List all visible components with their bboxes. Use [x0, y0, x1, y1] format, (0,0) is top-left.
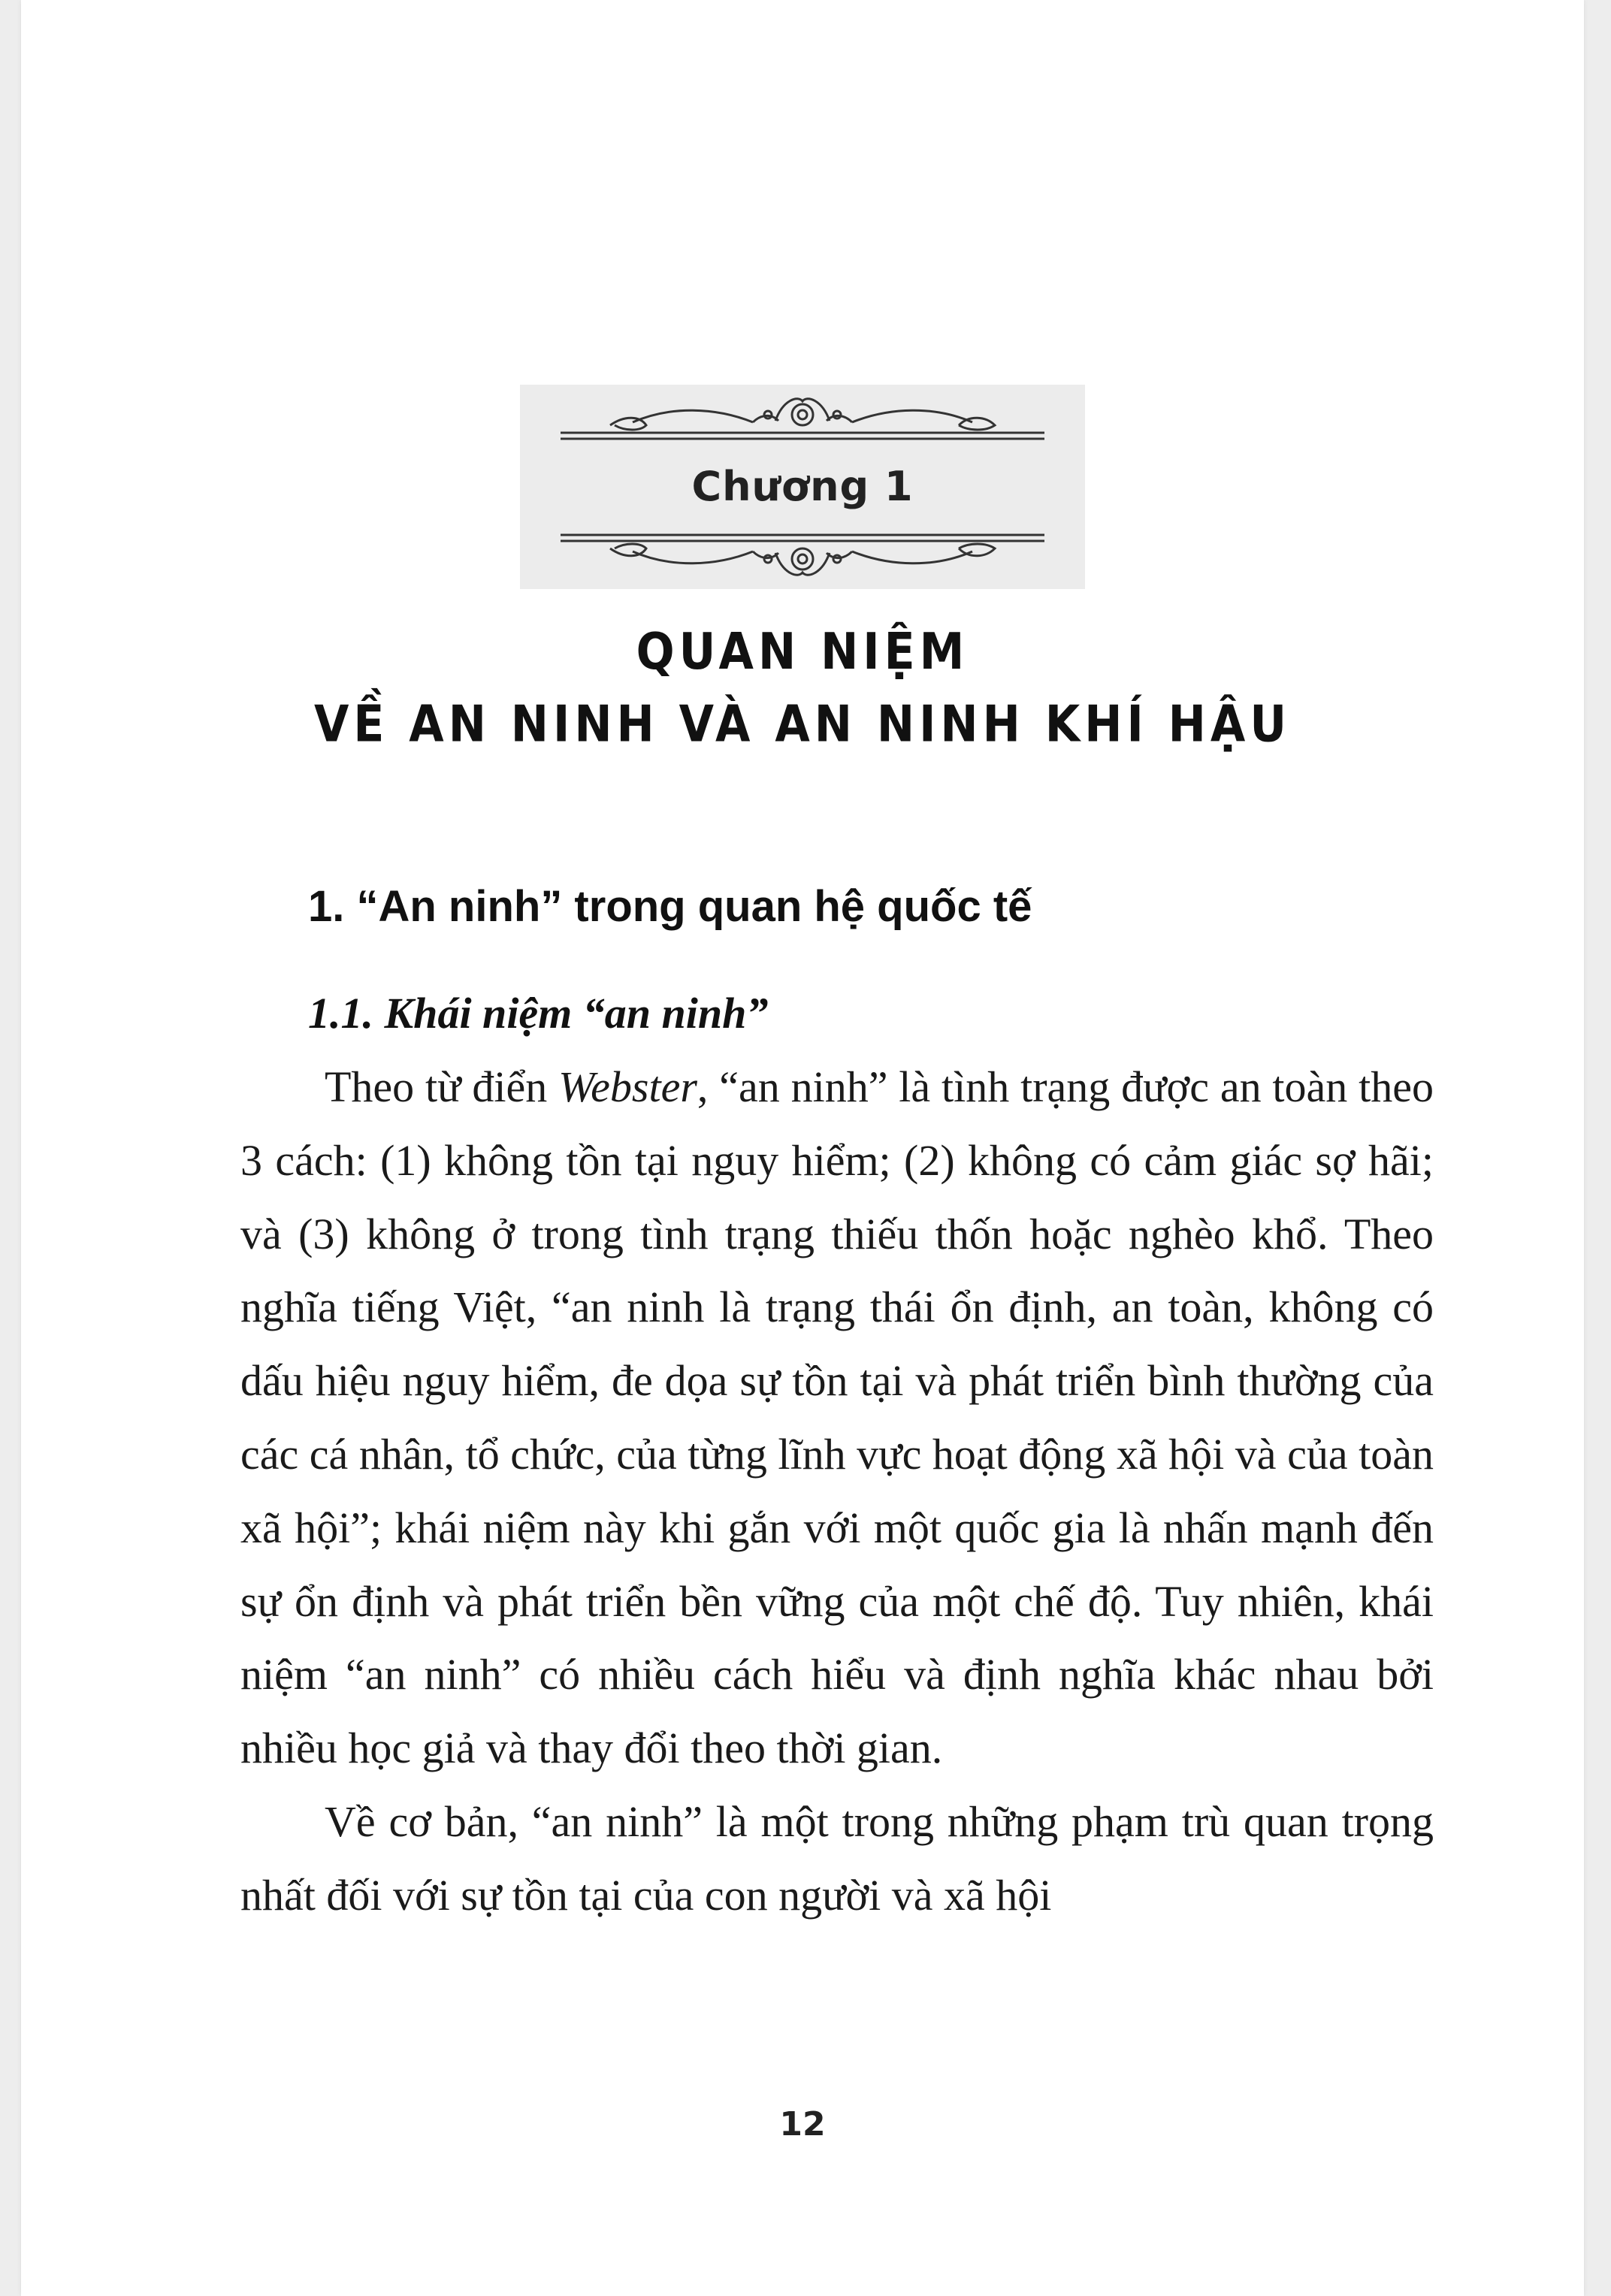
chapter-title-line-2: VỀ AN NINH VÀ AN NINH KHÍ HẬU	[313, 694, 1292, 754]
paragraph-1-start: Theo từ điển	[325, 1062, 559, 1111]
paragraph-1	[240, 1050, 1434, 1785]
subsection-heading: 1.1. Khái niệm “an ninh”	[308, 989, 769, 1038]
dictionary-name: Webster	[558, 1062, 697, 1111]
paragraph-2: Về cơ bản, “an ninh” là một trong những phạm trù quan trọng nhất đối với sự tồn tại của con người và xã hội	[240, 1796, 1434, 1920]
page-number: 12	[779, 2105, 826, 2143]
chapter-header-box	[520, 385, 1085, 589]
book-page	[21, 0, 1584, 2296]
chapter-title-line-1: QUAN NIỆM	[636, 622, 969, 682]
section-heading: 1. “An ninh” trong quan hệ quốc tế	[308, 882, 1032, 931]
chapter-label: Chương 1	[691, 463, 914, 510]
paragraph-1-rest: , “an ninh” là tình trạng được an toàn theo 3 cách: (1) không tồn tại nguy hiểm; (2) không có cảm giác sợ hãi; và (3) không ở trong tình trạng thiếu thốn hoặc nghèo khổ. Theo nghĩa tiếng Việt, “an ninh là trạng thái ổn định, an toàn, không có dấu hiệu nguy hiểm, đe dọa sự tồn tại và phát triển bình thường của các cá nhân, tổ chức, của từng lĩnh vực hoạt động xã hội và của toàn xã hội”; khái niệm này khi gắn với một quốc gia là nhấn mạnh đến sự ổn định và phát triển bền vững của một chế độ. Tuy nhiên, khái niệm “an ninh” có nhiều cách hiểu và định nghĩa khác nhau bởi nhiều học giả và thay đổi theo thời gian.	[240, 1062, 1434, 1773]
chapter-title	[21, 616, 1584, 761]
body-text	[240, 1050, 1434, 1932]
scroll-ornament-icon	[520, 514, 1085, 589]
